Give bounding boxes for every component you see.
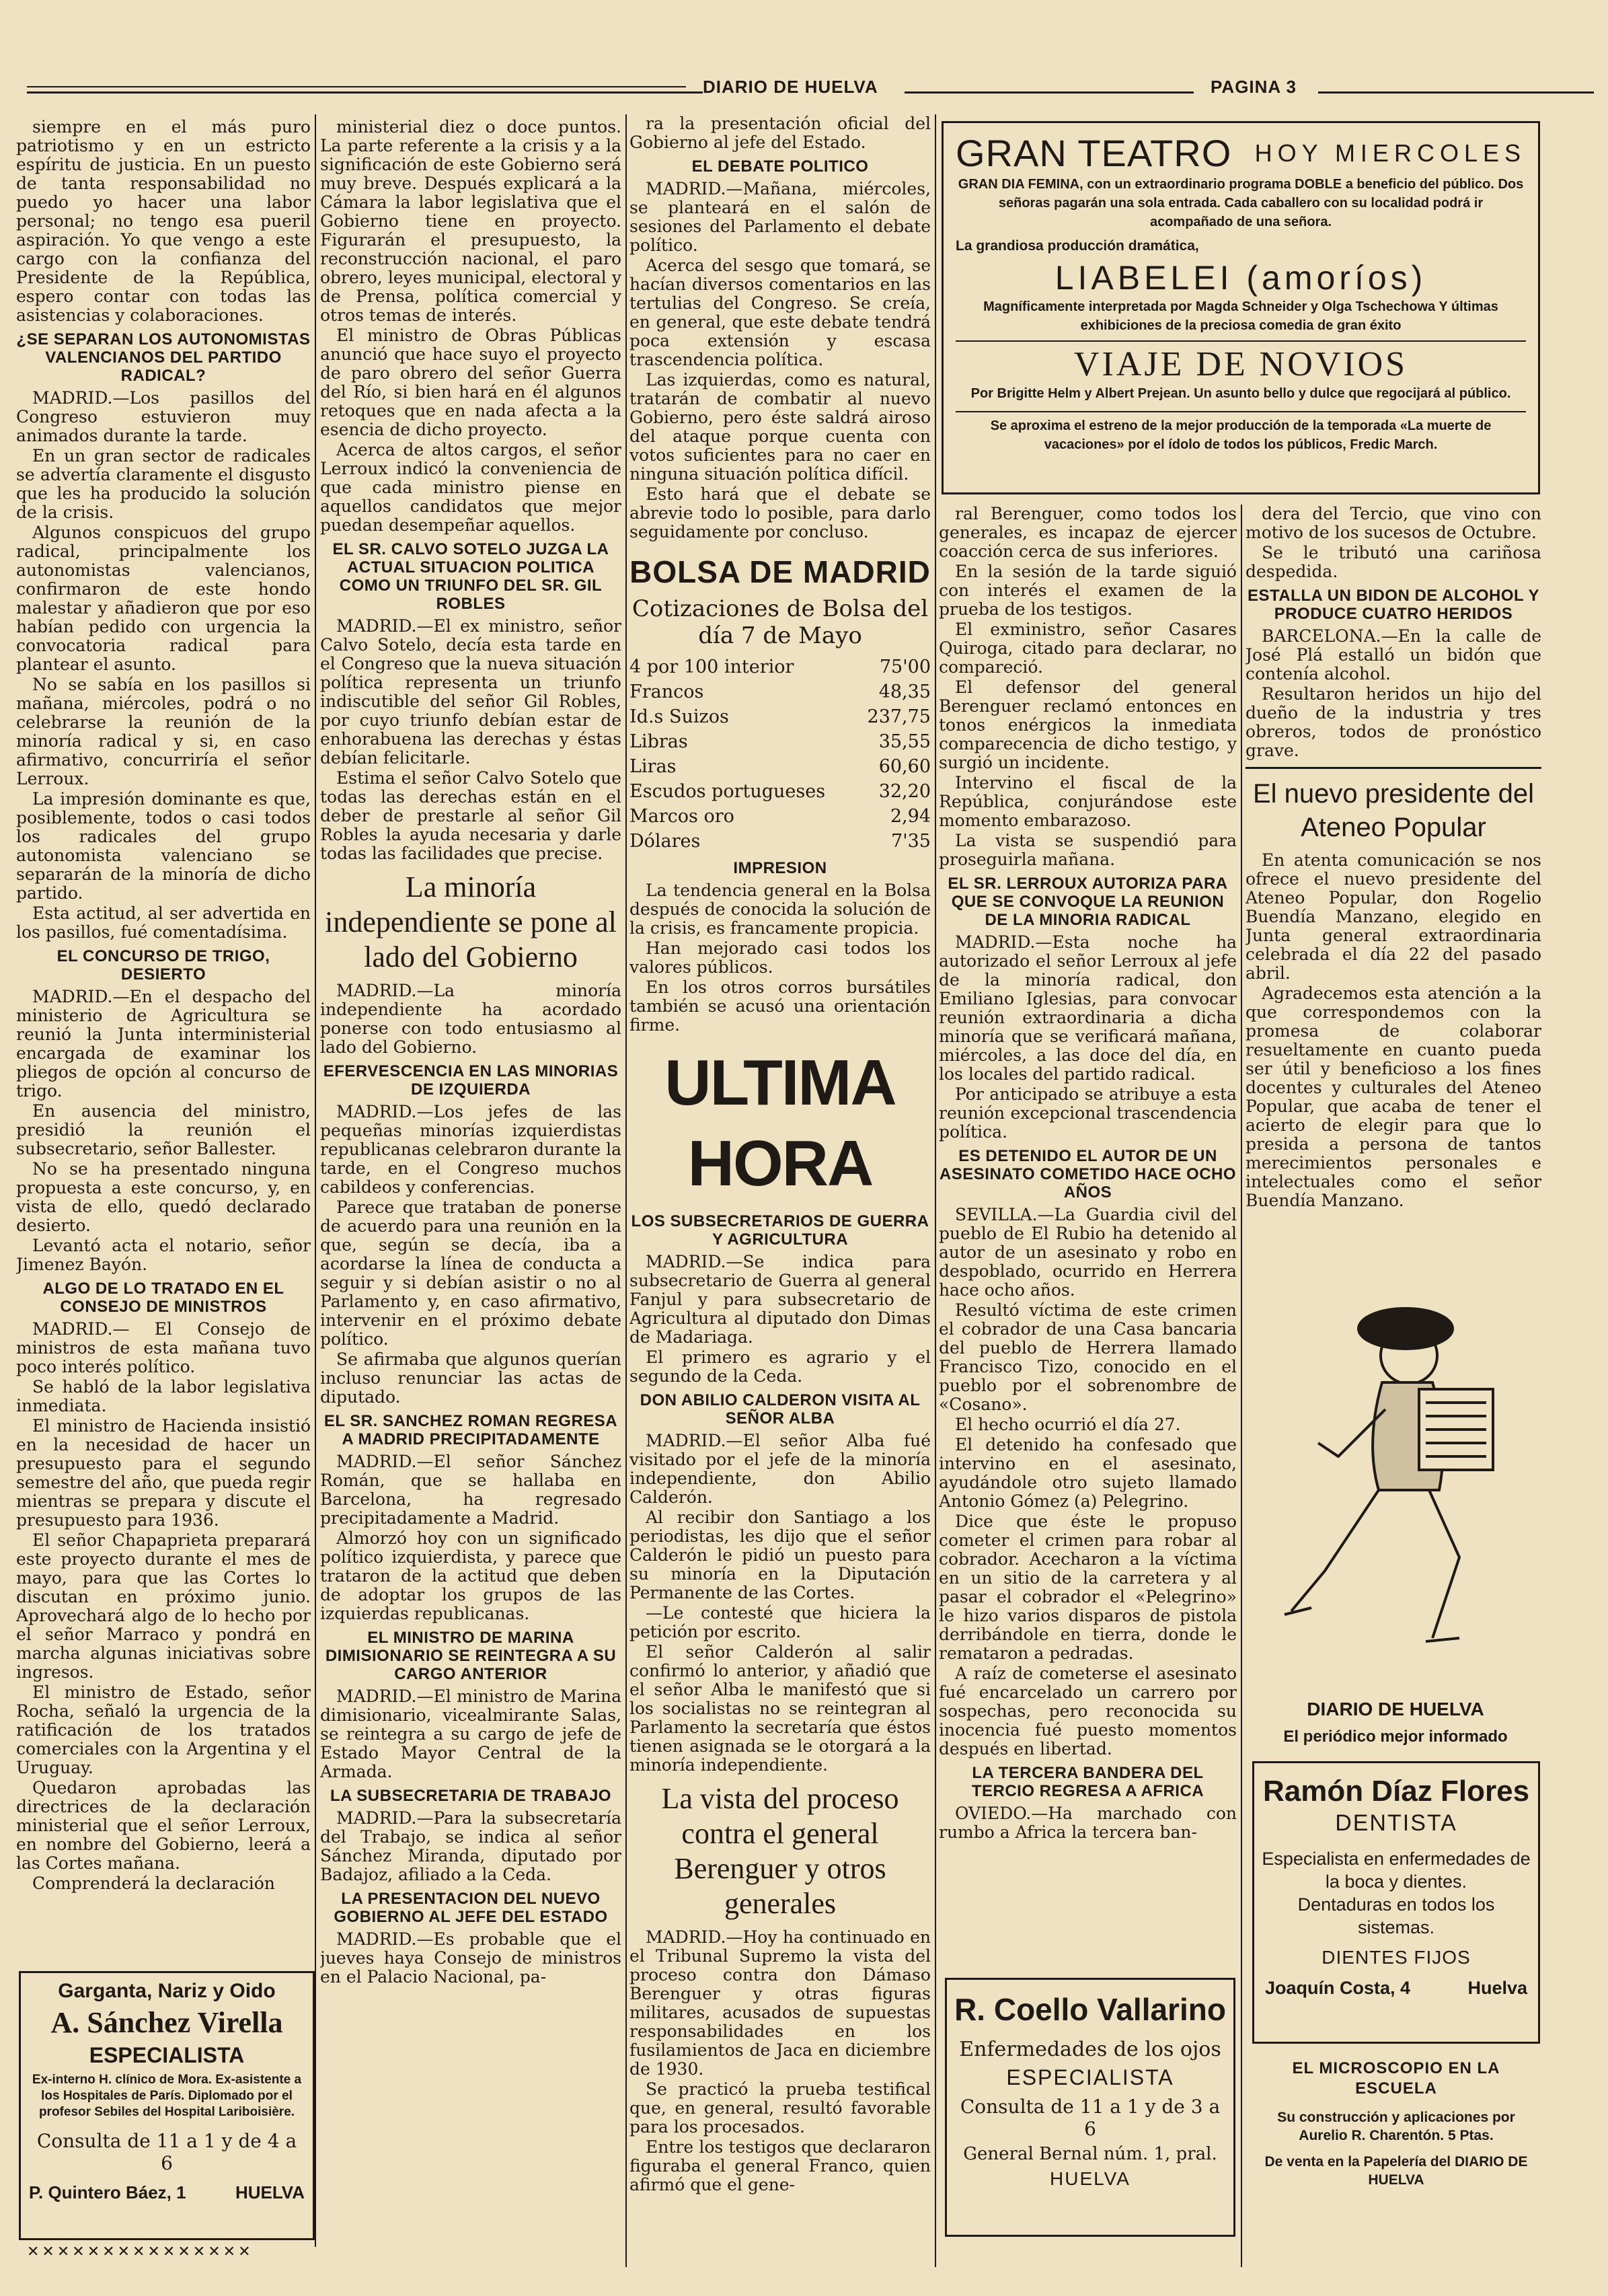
bolsa-row bbox=[629, 804, 931, 829]
article-paragraph: En atenta comunicación se nos ofrece el nuevo presidente del Ateneo Popular, don Rogelio Buendía Manzano, elegido en Junta general extraordinaria celebrada el día 22 del pasado abril. bbox=[1246, 850, 1541, 983]
newspaper-boy-illustration bbox=[1264, 1288, 1527, 1678]
teatro-film-2: VIAJE DE NOVIOS bbox=[956, 340, 1526, 384]
ad-line-2: ESPECIALISTA bbox=[1006, 2065, 1174, 2089]
article-paragraph: MADRID.—Esta noche ha autorizado el señor Lerroux al jefe de la minoría radical, don Emiliano Iglesias, para convocar reunión extraordinaria a dicha minoría que se verificará mañana, miércoles, a las doce del día, en los locales del partido radical. bbox=[939, 932, 1237, 1084]
article-paragraph: El exministro, señor Casares Quiroga, citado para declarar, no compareció. bbox=[939, 620, 1237, 677]
bolsa-row bbox=[629, 729, 931, 754]
article-paragraph: BARCELONA.—En la calle de José Plá estalló un bidón que contenía alcohol. bbox=[1246, 626, 1541, 683]
bolsa-row bbox=[629, 779, 931, 804]
headline-trigo: EL CONCURSO DE TRIGO, DESIERTO bbox=[56, 947, 270, 984]
teatro-line-4: Por Brigitte Helm y Albert Prejean. Un asunto bello y dulce que regocijará al público. bbox=[970, 386, 1511, 401]
article-paragraph: Esta actitud, al ser advertida en los pasillos, fué comentadísima. bbox=[16, 903, 311, 942]
article-paragraph: MADRID.—Los pasillos del Congreso estuvieron muy animados durante la tarde. bbox=[16, 388, 311, 445]
bolsa-value: 2,94 bbox=[890, 806, 931, 827]
headline-bidon: ESTALLA UN BIDON DE ALCOHOL Y PRODUCE CUATRO HERIDOS bbox=[1247, 587, 1540, 623]
column-3 bbox=[629, 114, 931, 2270]
headline-minoria: La minoría independiente se pone al lado del Gobierno bbox=[325, 871, 617, 973]
article-paragraph: MADRID.—La minoría independiente ha acordado ponerse con todo entusiasmo al lado del Gobierno. bbox=[320, 981, 621, 1057]
bolsa-value: 75'00 bbox=[879, 657, 931, 677]
article-paragraph: Se afirmaba que algunos querían incluso renunciar las actas de diputado. bbox=[320, 1349, 621, 1407]
bolsa-value: 60,60 bbox=[878, 756, 931, 777]
ad-city: HUELVA bbox=[235, 2182, 305, 2202]
article-paragraph: La impresión dominante es que, posiblemente, todos o casi todos los radicales del grupo autonomista valenciano se separarán de la minoría de dicho partido. bbox=[16, 789, 311, 903]
article-paragraph: Dice que éste le propuso cometer el crimen para robar al cobrador. Acecharon a la víctima en un sitio de la carretera y al pasar el cobrador el «Pelegrino» le hizo varios disparos de pistola derribándole en tierra, donde le remataron a pedradas. bbox=[939, 1512, 1237, 1663]
article-paragraph: El primero es agrario y el segundo de la Ceda. bbox=[629, 1347, 931, 1386]
article-paragraph: No se sabía en los pasillos si mañana, miércoles, podrá o no celebrarse la reunión de la minoría radical y si, en caso afirmativo, concurriría el señor Lerroux. bbox=[16, 675, 311, 788]
headline-autonomistas: ¿SE SEPARAN LOS AUTONOMISTAS VALENCIANOS DEL PARTIDO RADICAL? bbox=[16, 330, 311, 385]
ad-line-5: HUELVA bbox=[1050, 2168, 1131, 2189]
headline-asesinato: ES DETENIDO EL AUTOR DE UN ASESINATO COMETIDO HACE OCHO AÑOS bbox=[939, 1147, 1237, 1201]
ad-coello-vallarino bbox=[945, 1978, 1235, 2237]
ad-line-2: Dentaduras en todos los sistemas. bbox=[1297, 1894, 1495, 1937]
bolsa-value: 237,75 bbox=[867, 706, 931, 727]
headline-presentacion: LA PRESENTACION DEL NUEVO GOBIERNO AL JEFE DEL ESTADO bbox=[334, 1890, 608, 1926]
headline-marina: EL MINISTRO DE MARINA DIMISIONARIO SE REINTEGRA A SU CARGO ANTERIOR bbox=[325, 1629, 617, 1683]
microscopio-line-1: Su construcción y aplicaciones por Aurelio R. Charentón. 5 Ptas. bbox=[1277, 2110, 1515, 2143]
article-paragraph: Almorzó hoy con un significado político izquierdista, y parece que trataron de la actitud que deben de adoptar los grupos de las izquierdas republicanas. bbox=[320, 1528, 621, 1623]
article-paragraph: No se ha presentado ninguna propuesta a este concurso, y, en vista de ello, quedó declarado desierto. bbox=[16, 1159, 311, 1235]
ad-line-1: Especialista en enfermedades de la boca y dientes. bbox=[1262, 1849, 1531, 1892]
article-paragraph: El señor Calderón al salir confirmó lo anterior, y añadió que el señor Alba le manifestó que si los socialistas no se reintegran al Parlamento la secretaría que éstos tienen asignada se le otorgará a la minoría independiente. bbox=[629, 1642, 931, 1775]
article-paragraph: El ministro de Obras Públicas anunció que hace suyo el proyecto de paro obrero del señor Guerra del Río, si bien hará en él algunos retoques que en nada afecta a la esencia de dicho proyecto. bbox=[320, 326, 621, 439]
article-paragraph: Se le tributó una cariñosa despedida. bbox=[1246, 543, 1541, 581]
bolsa-currency: 4 por 100 interior bbox=[629, 657, 794, 677]
column-4 bbox=[939, 505, 1237, 1968]
bolsa-table bbox=[629, 655, 931, 854]
ad-gran-teatro bbox=[942, 121, 1540, 494]
article-paragraph: Acerca de altos cargos, el señor Lerroux indicó la conveniencia de que cada ministro piense en aquellos candidatos que mejor puedan desempeñar aquellos. bbox=[320, 440, 621, 535]
article-paragraph: Se practicó la prueba testifical que, en general, resultó favorable para los procesados. bbox=[629, 2079, 931, 2137]
article-paragraph: El detenido ha confesado que intervino en el asesinato, ayudándole otro sujeto llamado Antonio Gómez (a) Pelegrino. bbox=[939, 1435, 1237, 1511]
article-paragraph: Al recibir don Santiago a los periodistas, les dijo que el señor Calderón le pidió un puesto para su minoría en la Diputación Permanente de las Cortes. bbox=[629, 1508, 931, 1602]
bolsa-row bbox=[629, 655, 931, 679]
headline-lerroux: EL SR. LERROUX AUTORIZA PARA QUE SE CONVOQUE LA REUNION DE LA MINORIA RADICAL bbox=[948, 875, 1228, 929]
ad-hours: Consulta de 11 a 1 y de 4 a 6 bbox=[36, 2130, 297, 2174]
article-paragraph: MADRID.—Es probable que el jueves haya Consejo de ministros en el Palacio Nacional, pa- bbox=[320, 1929, 621, 1987]
article-paragraph: Se habló de la labor legislativa inmediata. bbox=[16, 1377, 311, 1415]
ad-city: Huelva bbox=[1467, 1978, 1527, 1998]
article-paragraph: OVIEDO.—Ha marchado con rumbo a Africa la tercera ban- bbox=[939, 1804, 1237, 1842]
ad-line-1: Enfermedades de los ojos bbox=[959, 2038, 1221, 2061]
page-number: PAGINA 3 bbox=[1211, 77, 1297, 97]
ad-line-3: Consulta de 11 a 1 y de 3 a 6 bbox=[960, 2096, 1221, 2140]
article-paragraph: MADRID.—Se indica para subsecretario de Guerra al general Fanjul y para subsecretario de Agricultura al diputado don Dimas de Madariaga. bbox=[629, 1252, 931, 1347]
article-paragraph: MADRID.—Mañana, miércoles, se planteará en el salón de sesiones del Parlamento el debate político. bbox=[629, 179, 931, 255]
article-paragraph: MADRID.—En el despacho del ministerio de Agricultura se reunió la Junta interministerial encargada de examinar los pliegos de opción al concurso de trigo. bbox=[16, 987, 311, 1101]
article-paragraph: ministerial diez o doce puntos. La parte referente a la crisis y a la significación de este Gobierno será muy breve. Después explicará a la Cámara la labor legislativa que el Gobierno tiene en proyecto. Figurarán el presupuesto, la reconstrucción nacional, el paro obrero, leyes municipal, electoral y de Prensa, política comercial y otros temas de interés. bbox=[320, 118, 621, 325]
bolsa-currency: Marcos oro bbox=[629, 806, 734, 827]
headline-calvo-sotelo: EL SR. CALVO SOTELO JUZGA LA ACTUAL SITUACION POLITICA COMO UN TRIUNFO DEL SR. GIL ROBLES bbox=[332, 540, 609, 613]
article-paragraph: Resultaron heridos un hijo del dueño de la industria y tres obreros, todos de pronóstico grave. bbox=[1246, 684, 1541, 760]
headline-berenguer: La vista del proceso contra el general Berenguer y otros generales bbox=[661, 1782, 899, 1920]
article-paragraph: siempre en el más puro patriotismo y en un estricto espíritu de justicia. En un puesto de tanta responsabilidad no puedo yo hacer una labor personal; no tengo esa pueril aspiración. Yo que vengo a este cargo con la confianza del Presidente de la República, espero contar con todas las asistencias y colaboraciones. bbox=[16, 118, 311, 325]
microscopio-line-2: De venta en la Papelería del DIARIO DE HUELVA bbox=[1264, 2154, 1528, 2188]
bolsa-row bbox=[629, 829, 931, 854]
article-paragraph: Han mejorado casi todos los valores públicos. bbox=[629, 938, 931, 977]
column-1 bbox=[16, 118, 311, 1964]
article-paragraph: Agradecemos esta atención a la que correspondemos con la promesa de colaborar resueltamente en cuanto pueda ser útil y beneficioso a los fines docentes y culturales del Ateneo Popular, que acaba de tener el acierto de elegir para que lo presida a persona de tantos merecimientos personales e intelectuales como el señor Buendía Manzano. bbox=[1246, 984, 1541, 1210]
headline-efervescencia: EFERVESCENCIA EN LAS MINORIAS DE IZQUIERDA bbox=[323, 1062, 619, 1099]
article-paragraph: ra la presentación oficial del Gobierno al jefe del Estado. bbox=[629, 114, 931, 152]
article-paragraph: MADRID.—El ex ministro, señor Calvo Sotelo, decía esta tarde en el Congreso que la nueva situación política representa un triunfo indiscutible del señor Gil Robles, por cuyo triunfo debían estar de enhorabuena las derechas y éstas debían felicitarle. bbox=[320, 616, 621, 768]
article-paragraph: MADRID.— El Consejo de ministros de esta mañana tuvo poco interés político. bbox=[16, 1319, 311, 1376]
teatro-film-1: LIABELEI (amoríos) bbox=[1055, 259, 1427, 297]
headline-impresion: IMPRESION bbox=[733, 859, 827, 877]
article-paragraph: En un gran sector de radicales se advertía claramente el disgusto que les ha producido la solución de la crisis. bbox=[16, 446, 311, 522]
article-paragraph: MADRID.—El ministro de Marina dimisionario, vicealmirante Salas, se reintegra a su cargo de jefe de Estado Mayor Central de la Armada. bbox=[320, 1687, 621, 1781]
article-paragraph: MADRID.—Para la subsecretaría del Trabajo, se indica al señor Sánchez Miranda, diputado por Badajoz, afiliado a la Ceda. bbox=[320, 1808, 621, 1884]
promo-tagline: El periódico mejor informado bbox=[1283, 1728, 1508, 1746]
ad-top: Garganta, Nariz y Oido bbox=[58, 1980, 276, 2002]
article-paragraph: MADRID.—Los jefes de las pequeñas minorías izquierdistas republicanas celebraron durante la tarde, en el Congreso muchos cabildeos y conferencias. bbox=[320, 1102, 621, 1197]
ad-name: A. Sánchez Virella bbox=[50, 2006, 283, 2039]
article-paragraph: La vista se suspendió para proseguirla mañana. bbox=[939, 831, 1237, 869]
microscopio-notice bbox=[1252, 2059, 1540, 2189]
bolsa-currency: Liras bbox=[629, 756, 677, 777]
article-paragraph: El ministro de Hacienda insistió en la necesidad de hacer un presupuesto para el segundo semestre del año, que pueda regir mientras se prepara y discute el presupuesto para 1936. bbox=[16, 1416, 311, 1530]
bolsa-row bbox=[629, 754, 931, 779]
teatro-day: HOY MIERCOLES bbox=[1254, 139, 1526, 167]
article-paragraph: A raíz de cometerse el asesinato fué encarcelado un carrero por sospechas, pero reconocida su inocencia fué puesto momentos después en libertad. bbox=[939, 1664, 1237, 1758]
bolsa-currency: Escudos portugueses bbox=[629, 781, 826, 802]
teatro-line-3: Magníficamente interpretada por Magda Schneider y Olga Tschechowa Y últimas exhibiciones de la preciosa comedia de gran éxito bbox=[983, 299, 1498, 333]
article-paragraph: Levantó acta el notario, señor Jimenez Bayón. bbox=[16, 1236, 311, 1274]
article-paragraph: MADRID.—El señor Sánchez Román, que se hallaba en Barcelona, ha regresado precipitadamente a Madrid. bbox=[320, 1452, 621, 1528]
ad-address: Joaquín Costa, 4 bbox=[1265, 1978, 1411, 1998]
paper-name: DIARIO DE HUELVA bbox=[703, 77, 878, 97]
ad-sanchez-virella bbox=[19, 1971, 315, 2240]
headline-consejo: ALGO DE LO TRATADO EN EL CONSEJO DE MINISTROS bbox=[42, 1280, 284, 1316]
bolsa-value: 48,35 bbox=[878, 681, 931, 702]
ad-diaz-flores bbox=[1252, 1761, 1540, 2044]
article-paragraph: La tendencia general en la Bolsa después de conocida la solución de la crisis, es francamente propicia. bbox=[629, 881, 931, 938]
article-paragraph: dera del Tercio, que vino con motivo de los sucesos de Octubre. bbox=[1246, 505, 1541, 542]
ad-title: DENTISTA bbox=[1335, 1810, 1457, 1836]
article-paragraph: El ministro de Estado, señor Rocha, señaló la urgencia de la ratificación de los tratados comerciales con la Argentina y el Uruguay. bbox=[16, 1682, 311, 1777]
bolsa-currency: Libras bbox=[629, 731, 688, 752]
ad-title: ESPECIALISTA bbox=[89, 2043, 245, 2067]
ornament-row: ✕✕✕✕✕✕✕✕✕✕✕✕✕✕✕ bbox=[27, 2244, 254, 2260]
article-paragraph: SEVILLA.—La Guardia civil del pueblo de El Rubio ha detenido al autor de un asesinato y robo en despoblado, ocurrido en Herrera hace ocho años. bbox=[939, 1205, 1237, 1300]
bolsa-currency: Francos bbox=[629, 681, 704, 702]
article-paragraph: El señor Chapaprieta preparará este proyecto durante el mes de mayo, para que las Cortes lo discutan en próximo junio. Aprovechará algo de lo hecho por el señor Marraco y pondrá en marcha algunas iniciativas sobre ingresos. bbox=[16, 1530, 311, 1682]
bolsa-subtitle: Cotizaciones de Bolsa del día 7 de Mayo bbox=[631, 595, 929, 649]
headline-subsecretarios: LOS SUBSECRETARIOS DE GUERRA Y AGRICULTURA bbox=[631, 1212, 929, 1249]
column-2 bbox=[320, 118, 621, 2270]
article-paragraph: Las izquierdas, como es natural, tratarán de combatir al nuevo Gobierno, pero éste saldrá airoso del ataque porque cuenta con votos suficientes para no caer en ninguna situación política difícil. bbox=[629, 370, 931, 484]
ultima-hora: ULTIMA HORA bbox=[664, 1047, 896, 1199]
headline-tercio: LA TERCERA BANDERA DEL TERCIO REGRESA A AFRICA bbox=[971, 1764, 1204, 1800]
ad-name: Ramón Díaz Flores bbox=[1262, 1775, 1530, 1808]
article-paragraph: Comprenderá la declaración bbox=[32, 1874, 275, 1893]
article-paragraph: Quedaron aprobadas las directrices de la declaración ministerial que el señor Lerroux, en nombre del Gobierno, leerá a las Cortes mañana. bbox=[16, 1778, 311, 1873]
article-paragraph: Algunos conspicuos del grupo radical, principalmente los autonomistas valencianos, confirmaron de este hondo malestar y añadieron que por eso habían pedido con urgencia la convocatoria radical para plantear el asunto. bbox=[16, 523, 311, 674]
ad-lines: Ex-interno H. clínico de Mora. Ex-asistente a los Hospitales de París. Diplomado por el profesor Sebiles del Hospital Lariboisière. bbox=[32, 2073, 302, 2119]
article-paragraph: Estima el señor Calvo Sotelo que todas las derechas están en el deber de prestarle al señor Gil Robles la ayuda necesaria y darle todas las facilidades que precise. bbox=[320, 768, 621, 863]
article-paragraph: Acerca del sesgo que tomará, se hacían diversos comentarios en las tertulias del Congreso. Se creía, en general, que este debate tendrá poca extensión y escasa trascendencia política. bbox=[629, 256, 931, 369]
teatro-title: GRAN TEATRO bbox=[956, 132, 1232, 174]
article-paragraph: Esto hará que el debate se abrevie todo lo posible, para darlo seguidamente por concluso. bbox=[629, 484, 931, 542]
microscopio-title: EL MICROSCOPIO EN LA ESCUELA bbox=[1292, 2059, 1500, 2098]
headline-debate: EL DEBATE POLITICO bbox=[691, 157, 869, 176]
promo-paper: DIARIO DE HUELVA bbox=[1307, 1699, 1484, 1719]
article-paragraph: En la sesión de la tarde siguió con interés el examen de la prueba de los testigos. bbox=[939, 562, 1237, 619]
article-paragraph: MADRID.—El señor Alba fué visitado por el jefe de la minoría independiente, don Abilio Calderón. bbox=[629, 1431, 931, 1507]
bolsa-row bbox=[629, 704, 931, 729]
ad-address: P. Quintero Báez, 1 bbox=[29, 2182, 186, 2202]
headline-trabajo: LA SUBSECRETARIA DE TRABAJO bbox=[330, 1787, 611, 1805]
bolsa-title: BOLSA DE MADRID bbox=[629, 554, 931, 589]
article-paragraph: —Le contesté que hiciera la petición por escrito. bbox=[629, 1603, 931, 1641]
article-paragraph: Entre los testigos que declararon figuraba el general Franco, quien afirmó que el gene- bbox=[629, 2137, 931, 2194]
article-paragraph: El defensor del general Berenguer reclamó entonces en tonos enérgicos la inmediata comparecencia de dicho testigo, y surgió un incidente. bbox=[939, 677, 1237, 772]
headline-calderon: DON ABILIO CALDERON VISITA AL SEÑOR ALBA bbox=[640, 1391, 921, 1428]
article-paragraph: Intervino el fiscal de la República, conjurándose este momento embarazoso. bbox=[939, 773, 1237, 830]
article-paragraph: En ausencia del ministro, presidió la reunión el subsecretario, señor Ballester. bbox=[16, 1101, 311, 1158]
article-paragraph: MADRID.—Hoy ha continuado en el Tribunal Supremo la vista del proceso contra don Dámaso Berenguer y otras figuras militares, acusados de supuestas responsabilidades en los fusilamientos de Jaca en diciembre de 1930. bbox=[629, 1927, 931, 2079]
ad-line-3: DIENTES FIJOS bbox=[1322, 1947, 1471, 1968]
ad-name: R. Coello Vallarino bbox=[954, 1992, 1226, 2027]
teatro-line-2: La grandiosa producción dramática, bbox=[956, 238, 1199, 254]
bolsa-value: 32,20 bbox=[878, 781, 931, 802]
headline-ateneo: El nuevo presidente del Ateneo Popular bbox=[1246, 767, 1541, 844]
bolsa-value: 35,55 bbox=[878, 731, 931, 752]
ad-line-4: General Bernal núm. 1, pral. bbox=[963, 2144, 1217, 2164]
bolsa-value: 7'35 bbox=[891, 831, 931, 852]
article-paragraph: Parece que trataban de ponerse de acuerdo para una reunión en la que, según se decía, iba a acordarse la línea de conducta a seguir y si debían asistir o no al Parlamento y, en caso afirmativo, intervenir en el próximo debate político. bbox=[320, 1197, 621, 1349]
bolsa-currency: Id.s Suizos bbox=[629, 706, 729, 727]
article-paragraph: ral Berenguer, como todos los generales, es incapaz de ejercer coacción cerca de sus inferiores. bbox=[939, 505, 1237, 561]
teatro-line-5: Se aproxima el estreno de la mejor producción de la temporada «La muerte de vacaciones» por el ídolo de todos los públicos, Fredic March. bbox=[956, 411, 1526, 454]
teatro-line-1: GRAN DIA FEMINA, con un extraordinario programa DOBLE a beneficio del público. Dos señoras pagarán una sola entrada. Cada caballero con su localidad podrá ir acompañado de una señora. bbox=[958, 177, 1524, 229]
article-paragraph: El hecho ocurrió el día 27. bbox=[955, 1415, 1181, 1434]
column-5 bbox=[1246, 505, 1541, 1278]
headline-sanchez-roman: EL SR. SANCHEZ ROMAN REGRESA A MADRID PRECIPITADAMENTE bbox=[323, 1412, 618, 1448]
article-paragraph: Resultó víctima de este crimen el cobrador de una Casa bancaria del pueblo de Herrera llamado Francisco Tizo, conocido en el pueblo por el sobrenombre de «Cosano». bbox=[939, 1300, 1237, 1414]
article-paragraph: Por anticipado se atribuye a esta reunión excepcional trascendencia política. bbox=[939, 1084, 1237, 1142]
bolsa-currency: Dólares bbox=[629, 831, 701, 852]
article-paragraph: En los otros corros bursátiles también se acusó una orientación firme. bbox=[629, 977, 931, 1035]
bolsa-row bbox=[629, 679, 931, 704]
